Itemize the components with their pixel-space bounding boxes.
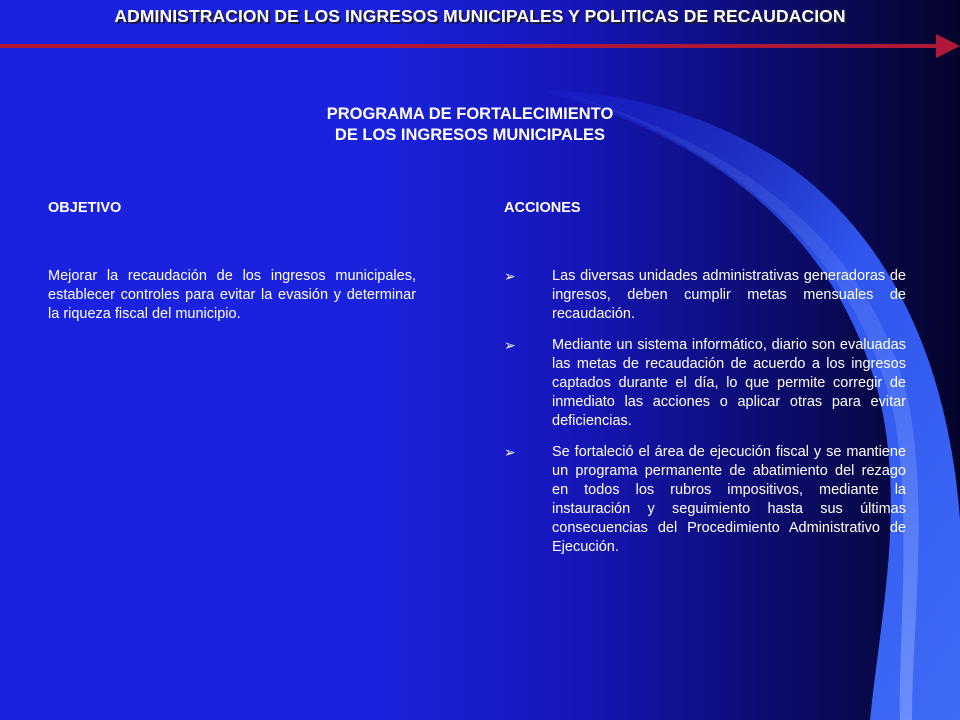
actions-list: [504, 267, 906, 569]
arrow-bullet-icon: ➢: [504, 444, 516, 460]
arrow-bullet-icon: ➢: [504, 337, 516, 353]
program-title: [0, 104, 940, 146]
action-text: Las diversas unidades administrativas generadoras de ingresos, deben cumplir metas mensuales de recaudación.: [552, 268, 906, 322]
actions-heading: ACCIONES: [504, 200, 581, 216]
program-title-line1: PROGRAMA DE FORTALECIMIENTO: [326, 105, 614, 123]
arrow-bullet-icon: ➢: [504, 268, 516, 284]
action-text: Mediante un sistema informático, diario son evaluadas las metas de recaudación de acuerdo a los ingresos captados durante el día, lo que permite corregir de inmediato las acciones o aplicar otras para evitar deficiencias.: [552, 337, 906, 429]
action-item: [504, 267, 906, 324]
action-item: [504, 336, 906, 431]
header-title: ADMINISTRACION DE LOS INGRESOS MUNICIPALES Y POLITICAS DE RECAUDACION: [114, 6, 846, 26]
objective-heading: OBJETIVO: [48, 200, 122, 216]
action-text: Se fortaleció el área de ejecución fiscal y se mantiene un programa permanente de abatimiento del rezago en todos los rubros impositivos, mediante la instauración y seguimiento hasta sus últimas consecuencias del Procedimiento Administrativo de Ejecución.: [552, 444, 906, 555]
header-arrow-icon: [936, 34, 960, 58]
program-title-line2: DE LOS INGRESOS MUNICIPALES: [334, 126, 606, 144]
objective-text: Mejorar la recaudación de los ingresos municipales, establecer controles para evitar la evasión y determinar la riqueza fiscal del municipio.: [48, 268, 416, 322]
action-item: [504, 443, 906, 557]
